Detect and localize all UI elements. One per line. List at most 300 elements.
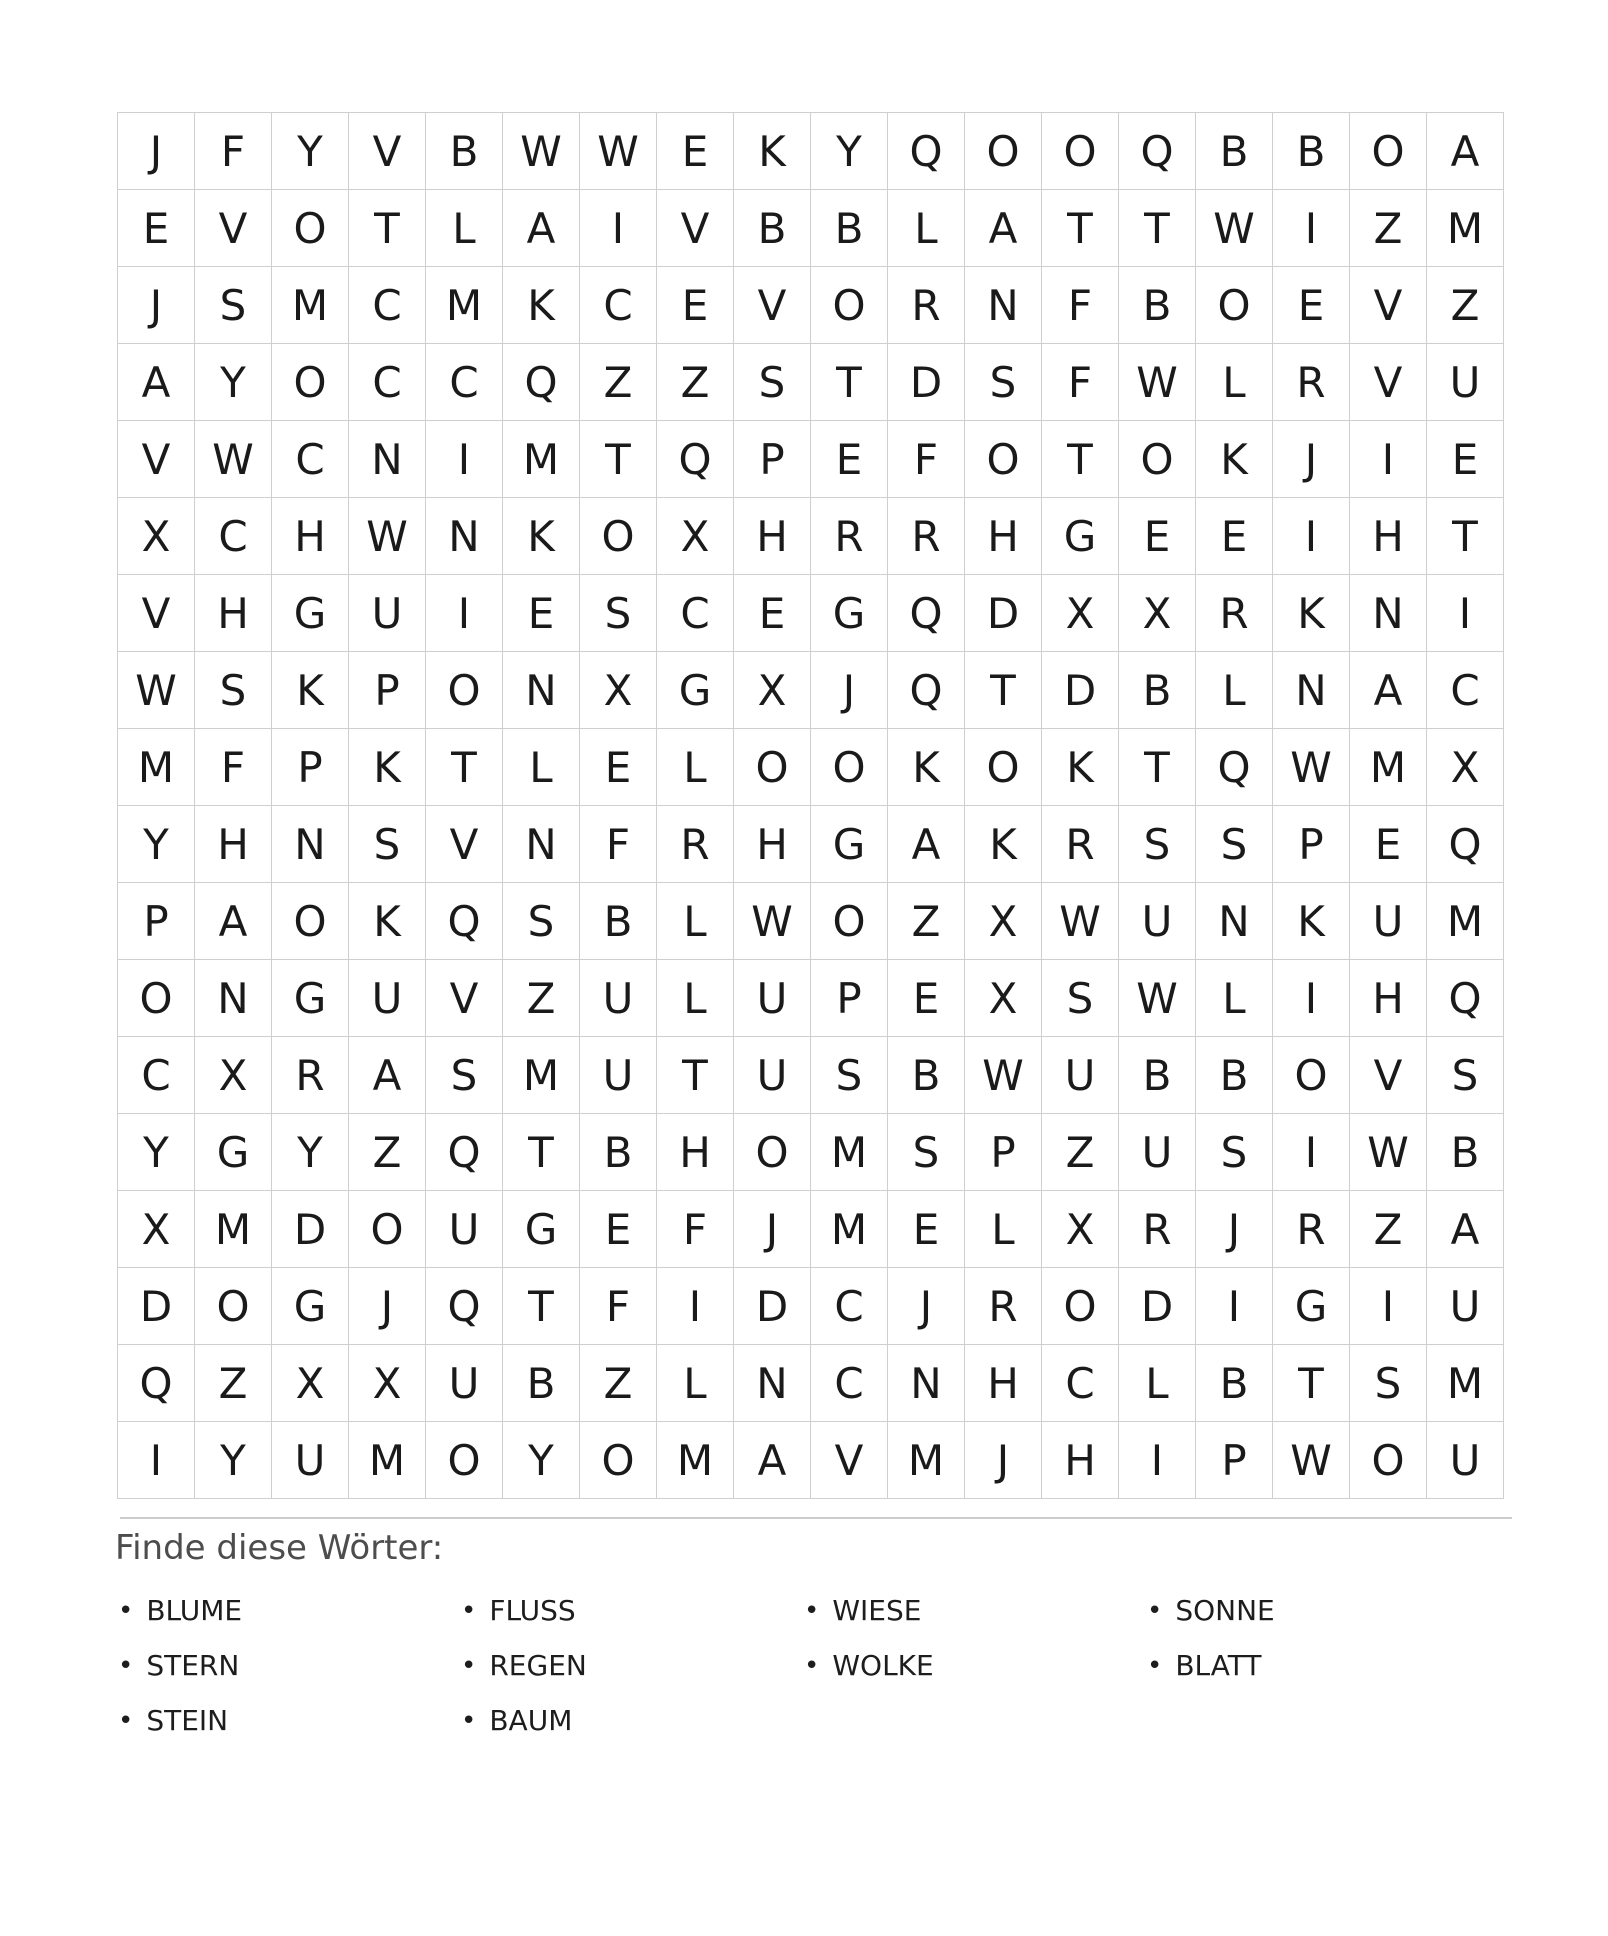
grid-cell[interactable]: Z: [349, 1114, 425, 1190]
grid-cell[interactable]: S: [811, 1037, 887, 1113]
grid-cell[interactable]: A: [1427, 113, 1503, 189]
grid-cell[interactable]: Y: [272, 113, 348, 189]
grid-cell[interactable]: R: [1273, 344, 1349, 420]
grid-cell[interactable]: T: [1119, 729, 1195, 805]
grid-cell[interactable]: I: [580, 190, 656, 266]
grid-cell[interactable]: O: [195, 1268, 271, 1344]
grid-cell[interactable]: M: [1427, 883, 1503, 959]
grid-cell[interactable]: W: [118, 652, 194, 728]
grid-cell[interactable]: Z: [580, 1345, 656, 1421]
grid-cell[interactable]: N: [1273, 652, 1349, 728]
grid-cell[interactable]: Q: [1427, 806, 1503, 882]
grid-cell[interactable]: M: [349, 1422, 425, 1498]
grid-cell[interactable]: G: [811, 806, 887, 882]
grid-cell[interactable]: N: [1196, 883, 1272, 959]
grid-cell[interactable]: P: [734, 421, 810, 497]
grid-cell[interactable]: L: [503, 729, 579, 805]
grid-cell[interactable]: W: [349, 498, 425, 574]
grid-cell[interactable]: W: [195, 421, 271, 497]
grid-cell[interactable]: X: [657, 498, 733, 574]
grid-cell[interactable]: F: [195, 729, 271, 805]
grid-cell[interactable]: X: [965, 883, 1041, 959]
grid-cell[interactable]: L: [1196, 344, 1272, 420]
grid-cell[interactable]: R: [811, 498, 887, 574]
grid-cell[interactable]: C: [657, 575, 733, 651]
grid-cell[interactable]: R: [1196, 575, 1272, 651]
grid-cell[interactable]: X: [118, 498, 194, 574]
grid-cell[interactable]: O: [426, 1422, 502, 1498]
grid-cell[interactable]: C: [118, 1037, 194, 1113]
grid-cell[interactable]: X: [118, 1191, 194, 1267]
grid-cell[interactable]: N: [965, 267, 1041, 343]
grid-cell[interactable]: V: [1350, 344, 1426, 420]
grid-cell[interactable]: D: [888, 344, 964, 420]
grid-cell[interactable]: B: [426, 113, 502, 189]
grid-cell[interactable]: V: [811, 1422, 887, 1498]
grid-cell[interactable]: X: [734, 652, 810, 728]
grid-cell[interactable]: X: [1042, 1191, 1118, 1267]
grid-cell[interactable]: C: [1427, 652, 1503, 728]
grid-cell[interactable]: N: [503, 652, 579, 728]
grid-cell[interactable]: O: [811, 267, 887, 343]
grid-cell[interactable]: E: [118, 190, 194, 266]
grid-cell[interactable]: U: [349, 960, 425, 1036]
grid-cell[interactable]: S: [965, 344, 1041, 420]
grid-cell[interactable]: I: [426, 575, 502, 651]
grid-cell[interactable]: U: [1119, 1114, 1195, 1190]
grid-cell[interactable]: R: [1119, 1191, 1195, 1267]
grid-cell[interactable]: S: [195, 267, 271, 343]
grid-cell[interactable]: F: [1042, 344, 1118, 420]
grid-cell[interactable]: T: [965, 652, 1041, 728]
grid-cell[interactable]: P: [118, 883, 194, 959]
grid-cell[interactable]: V: [349, 113, 425, 189]
grid-cell[interactable]: O: [272, 344, 348, 420]
grid-cell[interactable]: D: [1119, 1268, 1195, 1344]
grid-cell[interactable]: O: [1350, 113, 1426, 189]
grid-cell[interactable]: K: [349, 729, 425, 805]
grid-cell[interactable]: U: [349, 575, 425, 651]
grid-cell[interactable]: S: [580, 575, 656, 651]
grid-cell[interactable]: M: [272, 267, 348, 343]
grid-cell[interactable]: M: [657, 1422, 733, 1498]
grid-cell[interactable]: T: [503, 1268, 579, 1344]
grid-cell[interactable]: T: [1042, 421, 1118, 497]
grid-cell[interactable]: I: [118, 1422, 194, 1498]
grid-cell[interactable]: M: [1427, 190, 1503, 266]
grid-cell[interactable]: M: [811, 1191, 887, 1267]
grid-cell[interactable]: X: [1042, 575, 1118, 651]
grid-cell[interactable]: T: [657, 1037, 733, 1113]
grid-cell[interactable]: N: [195, 960, 271, 1036]
grid-cell[interactable]: F: [1042, 267, 1118, 343]
grid-cell[interactable]: F: [195, 113, 271, 189]
grid-cell[interactable]: Q: [426, 1268, 502, 1344]
grid-cell[interactable]: S: [1350, 1345, 1426, 1421]
grid-cell[interactable]: E: [888, 1191, 964, 1267]
grid-cell[interactable]: O: [811, 883, 887, 959]
grid-cell[interactable]: A: [503, 190, 579, 266]
grid-cell[interactable]: D: [272, 1191, 348, 1267]
grid-cell[interactable]: H: [1350, 960, 1426, 1036]
grid-cell[interactable]: P: [349, 652, 425, 728]
grid-cell[interactable]: E: [1119, 498, 1195, 574]
grid-cell[interactable]: V: [1350, 1037, 1426, 1113]
grid-cell[interactable]: U: [580, 960, 656, 1036]
grid-cell[interactable]: E: [580, 729, 656, 805]
grid-cell[interactable]: S: [734, 344, 810, 420]
grid-cell[interactable]: K: [888, 729, 964, 805]
grid-cell[interactable]: M: [1427, 1345, 1503, 1421]
grid-cell[interactable]: S: [195, 652, 271, 728]
grid-cell[interactable]: X: [195, 1037, 271, 1113]
grid-cell[interactable]: X: [272, 1345, 348, 1421]
grid-cell[interactable]: G: [272, 1268, 348, 1344]
grid-cell[interactable]: S: [1196, 806, 1272, 882]
grid-cell[interactable]: Q: [426, 1114, 502, 1190]
grid-cell[interactable]: O: [426, 652, 502, 728]
grid-cell[interactable]: R: [657, 806, 733, 882]
grid-cell[interactable]: X: [580, 652, 656, 728]
grid-cell[interactable]: I: [1350, 421, 1426, 497]
grid-cell[interactable]: G: [657, 652, 733, 728]
grid-cell[interactable]: I: [657, 1268, 733, 1344]
grid-cell[interactable]: B: [503, 1345, 579, 1421]
grid-cell[interactable]: B: [1119, 267, 1195, 343]
grid-cell[interactable]: C: [811, 1345, 887, 1421]
grid-cell[interactable]: B: [734, 190, 810, 266]
grid-cell[interactable]: A: [965, 190, 1041, 266]
grid-cell[interactable]: N: [734, 1345, 810, 1421]
grid-cell[interactable]: H: [965, 1345, 1041, 1421]
grid-cell[interactable]: Q: [503, 344, 579, 420]
grid-cell[interactable]: W: [1273, 1422, 1349, 1498]
grid-cell[interactable]: N: [503, 806, 579, 882]
grid-cell[interactable]: B: [1119, 1037, 1195, 1113]
grid-cell[interactable]: E: [888, 960, 964, 1036]
grid-cell[interactable]: W: [503, 113, 579, 189]
grid-cell[interactable]: O: [1273, 1037, 1349, 1113]
grid-cell[interactable]: E: [811, 421, 887, 497]
grid-cell[interactable]: U: [272, 1422, 348, 1498]
grid-cell[interactable]: W: [1042, 883, 1118, 959]
grid-cell[interactable]: V: [426, 960, 502, 1036]
grid-cell[interactable]: U: [580, 1037, 656, 1113]
grid-cell[interactable]: O: [580, 1422, 656, 1498]
grid-cell[interactable]: O: [349, 1191, 425, 1267]
grid-cell[interactable]: W: [1273, 729, 1349, 805]
grid-cell[interactable]: T: [1119, 190, 1195, 266]
grid-cell[interactable]: H: [734, 498, 810, 574]
grid-cell[interactable]: M: [426, 267, 502, 343]
grid-cell[interactable]: B: [1196, 113, 1272, 189]
grid-cell[interactable]: C: [580, 267, 656, 343]
grid-cell[interactable]: Q: [426, 883, 502, 959]
grid-cell[interactable]: J: [118, 113, 194, 189]
grid-cell[interactable]: S: [349, 806, 425, 882]
grid-cell[interactable]: Y: [811, 113, 887, 189]
grid-cell[interactable]: S: [1196, 1114, 1272, 1190]
grid-cell[interactable]: K: [734, 113, 810, 189]
grid-cell[interactable]: M: [503, 1037, 579, 1113]
grid-cell[interactable]: V: [734, 267, 810, 343]
grid-cell[interactable]: V: [195, 190, 271, 266]
grid-cell[interactable]: Q: [118, 1345, 194, 1421]
grid-cell[interactable]: L: [1196, 652, 1272, 728]
grid-cell[interactable]: N: [349, 421, 425, 497]
grid-cell[interactable]: B: [1273, 113, 1349, 189]
grid-cell[interactable]: V: [118, 421, 194, 497]
grid-cell[interactable]: J: [811, 652, 887, 728]
grid-cell[interactable]: C: [349, 267, 425, 343]
grid-cell[interactable]: B: [1119, 652, 1195, 728]
grid-cell[interactable]: N: [888, 1345, 964, 1421]
grid-cell[interactable]: N: [272, 806, 348, 882]
grid-cell[interactable]: F: [580, 1268, 656, 1344]
grid-cell[interactable]: J: [118, 267, 194, 343]
grid-cell[interactable]: E: [1196, 498, 1272, 574]
grid-cell[interactable]: M: [195, 1191, 271, 1267]
grid-cell[interactable]: I: [1273, 1114, 1349, 1190]
grid-cell[interactable]: O: [272, 190, 348, 266]
grid-cell[interactable]: I: [1273, 190, 1349, 266]
grid-cell[interactable]: A: [349, 1037, 425, 1113]
grid-cell[interactable]: F: [657, 1191, 733, 1267]
grid-cell[interactable]: C: [272, 421, 348, 497]
grid-cell[interactable]: Z: [580, 344, 656, 420]
grid-cell[interactable]: C: [1042, 1345, 1118, 1421]
grid-cell[interactable]: S: [888, 1114, 964, 1190]
grid-cell[interactable]: X: [1427, 729, 1503, 805]
grid-cell[interactable]: Z: [503, 960, 579, 1036]
grid-cell[interactable]: B: [580, 1114, 656, 1190]
grid-cell[interactable]: B: [580, 883, 656, 959]
grid-cell[interactable]: Q: [888, 113, 964, 189]
grid-cell[interactable]: T: [349, 190, 425, 266]
grid-cell[interactable]: A: [888, 806, 964, 882]
grid-cell[interactable]: O: [1196, 267, 1272, 343]
grid-cell[interactable]: I: [1273, 498, 1349, 574]
grid-cell[interactable]: E: [1273, 267, 1349, 343]
grid-cell[interactable]: L: [1196, 960, 1272, 1036]
grid-cell[interactable]: W: [1196, 190, 1272, 266]
grid-cell[interactable]: I: [426, 421, 502, 497]
grid-cell[interactable]: O: [1119, 421, 1195, 497]
grid-cell[interactable]: K: [349, 883, 425, 959]
grid-cell[interactable]: J: [349, 1268, 425, 1344]
grid-cell[interactable]: X: [1119, 575, 1195, 651]
grid-cell[interactable]: W: [1119, 960, 1195, 1036]
grid-cell[interactable]: T: [1042, 190, 1118, 266]
grid-cell[interactable]: I: [1350, 1268, 1426, 1344]
grid-cell[interactable]: M: [1350, 729, 1426, 805]
grid-cell[interactable]: H: [1042, 1422, 1118, 1498]
grid-cell[interactable]: U: [426, 1345, 502, 1421]
grid-cell[interactable]: K: [503, 267, 579, 343]
grid-cell[interactable]: U: [1119, 883, 1195, 959]
grid-cell[interactable]: R: [965, 1268, 1041, 1344]
grid-cell[interactable]: W: [580, 113, 656, 189]
grid-cell[interactable]: J: [734, 1191, 810, 1267]
grid-cell[interactable]: J: [888, 1268, 964, 1344]
grid-cell[interactable]: C: [349, 344, 425, 420]
grid-cell[interactable]: O: [965, 113, 1041, 189]
grid-cell[interactable]: J: [1273, 421, 1349, 497]
grid-cell[interactable]: I: [1119, 1422, 1195, 1498]
grid-cell[interactable]: M: [503, 421, 579, 497]
grid-cell[interactable]: G: [1042, 498, 1118, 574]
grid-cell[interactable]: D: [965, 575, 1041, 651]
grid-cell[interactable]: E: [734, 575, 810, 651]
grid-cell[interactable]: X: [965, 960, 1041, 1036]
grid-cell[interactable]: Q: [1196, 729, 1272, 805]
grid-cell[interactable]: L: [426, 190, 502, 266]
grid-cell[interactable]: Q: [888, 652, 964, 728]
grid-cell[interactable]: R: [888, 267, 964, 343]
grid-cell[interactable]: J: [1196, 1191, 1272, 1267]
grid-cell[interactable]: S: [1427, 1037, 1503, 1113]
grid-cell[interactable]: O: [965, 421, 1041, 497]
grid-cell[interactable]: S: [426, 1037, 502, 1113]
grid-cell[interactable]: Y: [118, 806, 194, 882]
grid-cell[interactable]: K: [965, 806, 1041, 882]
grid-cell[interactable]: U: [734, 1037, 810, 1113]
grid-cell[interactable]: R: [888, 498, 964, 574]
grid-cell[interactable]: E: [657, 267, 733, 343]
grid-cell[interactable]: G: [503, 1191, 579, 1267]
grid-cell[interactable]: G: [1273, 1268, 1349, 1344]
grid-cell[interactable]: V: [426, 806, 502, 882]
grid-cell[interactable]: O: [811, 729, 887, 805]
grid-cell[interactable]: T: [811, 344, 887, 420]
grid-cell[interactable]: U: [1427, 344, 1503, 420]
grid-cell[interactable]: Y: [195, 1422, 271, 1498]
grid-cell[interactable]: T: [503, 1114, 579, 1190]
grid-cell[interactable]: X: [349, 1345, 425, 1421]
grid-cell[interactable]: O: [272, 883, 348, 959]
grid-cell[interactable]: O: [1042, 113, 1118, 189]
grid-cell[interactable]: M: [118, 729, 194, 805]
grid-cell[interactable]: E: [580, 1191, 656, 1267]
grid-cell[interactable]: W: [965, 1037, 1041, 1113]
grid-cell[interactable]: F: [888, 421, 964, 497]
grid-cell[interactable]: P: [1196, 1422, 1272, 1498]
grid-cell[interactable]: B: [811, 190, 887, 266]
grid-cell[interactable]: I: [1273, 960, 1349, 1036]
grid-cell[interactable]: Z: [195, 1345, 271, 1421]
grid-cell[interactable]: W: [1350, 1114, 1426, 1190]
grid-cell[interactable]: R: [1273, 1191, 1349, 1267]
grid-cell[interactable]: C: [195, 498, 271, 574]
grid-cell[interactable]: D: [118, 1268, 194, 1344]
grid-cell[interactable]: O: [118, 960, 194, 1036]
grid-cell[interactable]: Q: [888, 575, 964, 651]
grid-cell[interactable]: A: [195, 883, 271, 959]
grid-cell[interactable]: T: [1273, 1345, 1349, 1421]
grid-cell[interactable]: H: [1350, 498, 1426, 574]
grid-cell[interactable]: I: [1427, 575, 1503, 651]
grid-cell[interactable]: O: [580, 498, 656, 574]
grid-cell[interactable]: L: [657, 1345, 733, 1421]
grid-cell[interactable]: L: [888, 190, 964, 266]
grid-cell[interactable]: O: [965, 729, 1041, 805]
grid-cell[interactable]: K: [1042, 729, 1118, 805]
grid-cell[interactable]: V: [657, 190, 733, 266]
grid-cell[interactable]: E: [1427, 421, 1503, 497]
grid-cell[interactable]: P: [1273, 806, 1349, 882]
grid-cell[interactable]: S: [1042, 960, 1118, 1036]
grid-cell[interactable]: R: [1042, 806, 1118, 882]
grid-cell[interactable]: F: [580, 806, 656, 882]
grid-cell[interactable]: R: [272, 1037, 348, 1113]
grid-cell[interactable]: O: [734, 1114, 810, 1190]
grid-cell[interactable]: C: [811, 1268, 887, 1344]
grid-cell[interactable]: Z: [1427, 267, 1503, 343]
grid-cell[interactable]: N: [426, 498, 502, 574]
grid-cell[interactable]: D: [734, 1268, 810, 1344]
grid-cell[interactable]: H: [272, 498, 348, 574]
grid-cell[interactable]: A: [118, 344, 194, 420]
grid-cell[interactable]: L: [657, 960, 733, 1036]
grid-cell[interactable]: Z: [1042, 1114, 1118, 1190]
grid-cell[interactable]: U: [1350, 883, 1426, 959]
grid-cell[interactable]: U: [734, 960, 810, 1036]
grid-cell[interactable]: H: [657, 1114, 733, 1190]
grid-cell[interactable]: L: [965, 1191, 1041, 1267]
grid-cell[interactable]: Y: [503, 1422, 579, 1498]
grid-cell[interactable]: G: [272, 960, 348, 1036]
grid-cell[interactable]: A: [1427, 1191, 1503, 1267]
grid-cell[interactable]: J: [965, 1422, 1041, 1498]
grid-cell[interactable]: T: [426, 729, 502, 805]
grid-cell[interactable]: Z: [657, 344, 733, 420]
grid-cell[interactable]: Y: [195, 344, 271, 420]
grid-cell[interactable]: E: [1350, 806, 1426, 882]
grid-cell[interactable]: H: [195, 806, 271, 882]
grid-cell[interactable]: P: [272, 729, 348, 805]
grid-cell[interactable]: Z: [1350, 190, 1426, 266]
grid-cell[interactable]: U: [426, 1191, 502, 1267]
grid-cell[interactable]: O: [1042, 1268, 1118, 1344]
grid-cell[interactable]: P: [811, 960, 887, 1036]
grid-cell[interactable]: K: [1273, 883, 1349, 959]
grid-cell[interactable]: E: [503, 575, 579, 651]
grid-cell[interactable]: A: [734, 1422, 810, 1498]
grid-cell[interactable]: S: [1119, 806, 1195, 882]
grid-cell[interactable]: T: [580, 421, 656, 497]
grid-cell[interactable]: W: [1119, 344, 1195, 420]
grid-cell[interactable]: Q: [1119, 113, 1195, 189]
grid-cell[interactable]: Z: [888, 883, 964, 959]
grid-cell[interactable]: L: [657, 883, 733, 959]
grid-cell[interactable]: M: [811, 1114, 887, 1190]
grid-cell[interactable]: Z: [1350, 1191, 1426, 1267]
grid-cell[interactable]: D: [1042, 652, 1118, 728]
grid-cell[interactable]: K: [1196, 421, 1272, 497]
grid-cell[interactable]: B: [1196, 1037, 1272, 1113]
grid-cell[interactable]: Q: [1427, 960, 1503, 1036]
grid-cell[interactable]: G: [272, 575, 348, 651]
grid-cell[interactable]: O: [734, 729, 810, 805]
grid-cell[interactable]: B: [1196, 1345, 1272, 1421]
grid-cell[interactable]: H: [734, 806, 810, 882]
grid-cell[interactable]: L: [1119, 1345, 1195, 1421]
grid-cell[interactable]: U: [1427, 1268, 1503, 1344]
grid-cell[interactable]: C: [426, 344, 502, 420]
grid-cell[interactable]: A: [1350, 652, 1426, 728]
grid-cell[interactable]: I: [1196, 1268, 1272, 1344]
grid-cell[interactable]: M: [888, 1422, 964, 1498]
